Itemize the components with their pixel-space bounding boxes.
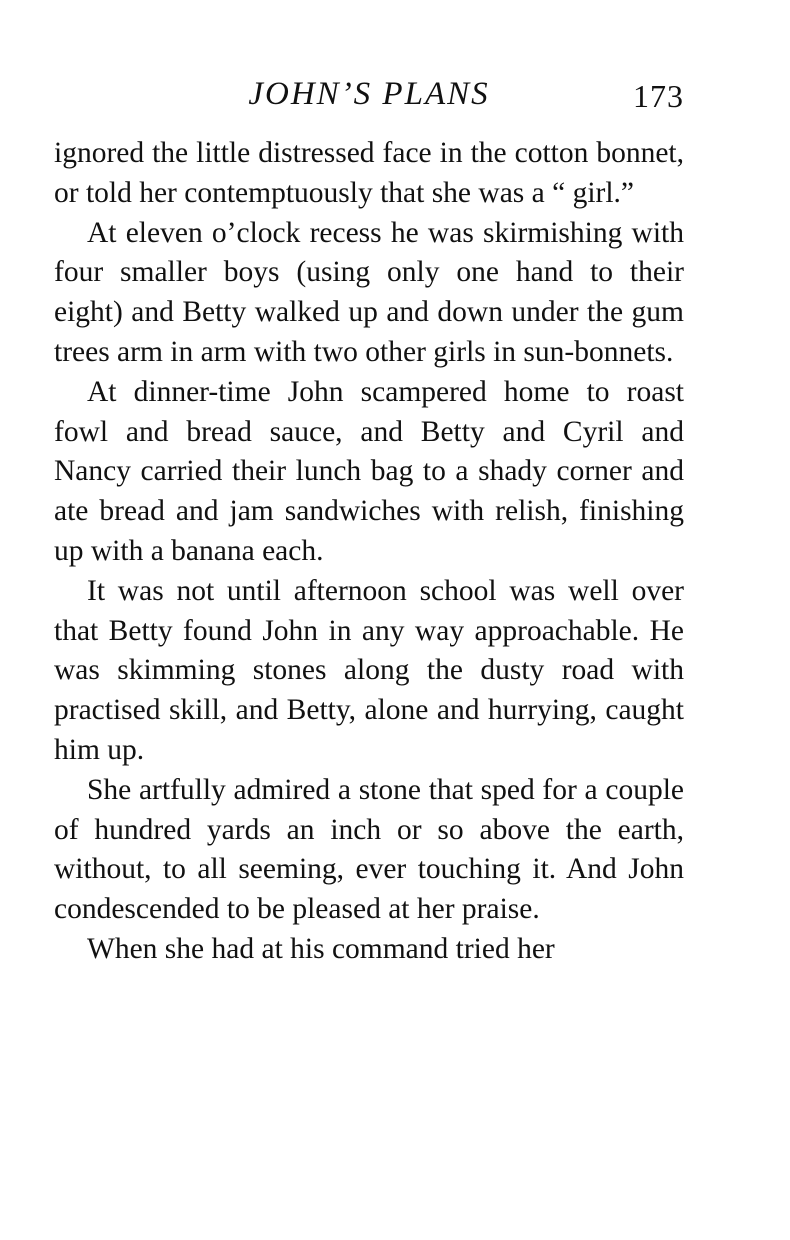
paragraph-2: At eleven o’clock recess he was skirmishing with four smaller boys (using only one hand to their eight) and Betty walked up and down under the gum trees arm in arm with two other girls in sun-bonnets. — [54, 216, 684, 368]
page-number: 173 — [633, 78, 684, 114]
paragraph-4: It was not until afternoon school was well over that Betty found John in any way approachable. He was skimming stones along the dusty road with practised skill, and Betty, alone and hurrying, caught him up. — [54, 574, 684, 766]
paragraph-6: When she had at his command tried her — [87, 932, 555, 965]
body-text — [54, 134, 684, 970]
paragraph-5: She artfully admired a stone that sped for a couple of hundred yards an inch or so above the earth, without, to all seeming, ever touching it. And John condescended to be pleased at her praise. — [54, 773, 684, 926]
paragraph-1: ignored the little distressed face in the cotton bonnet, or told her contemptuously that she was a “ girl.” — [54, 137, 684, 209]
running-header — [54, 72, 684, 116]
paragraph-3: At dinner-time John scampered home to roast fowl and bread sauce, and Betty and Cyril and Nancy carried their lunch bag to a shady corner and ate bread and jam sandwiches with relish, finishing up with a banana each. — [54, 375, 684, 567]
running-title: JOHN’S PLANS — [248, 76, 490, 112]
